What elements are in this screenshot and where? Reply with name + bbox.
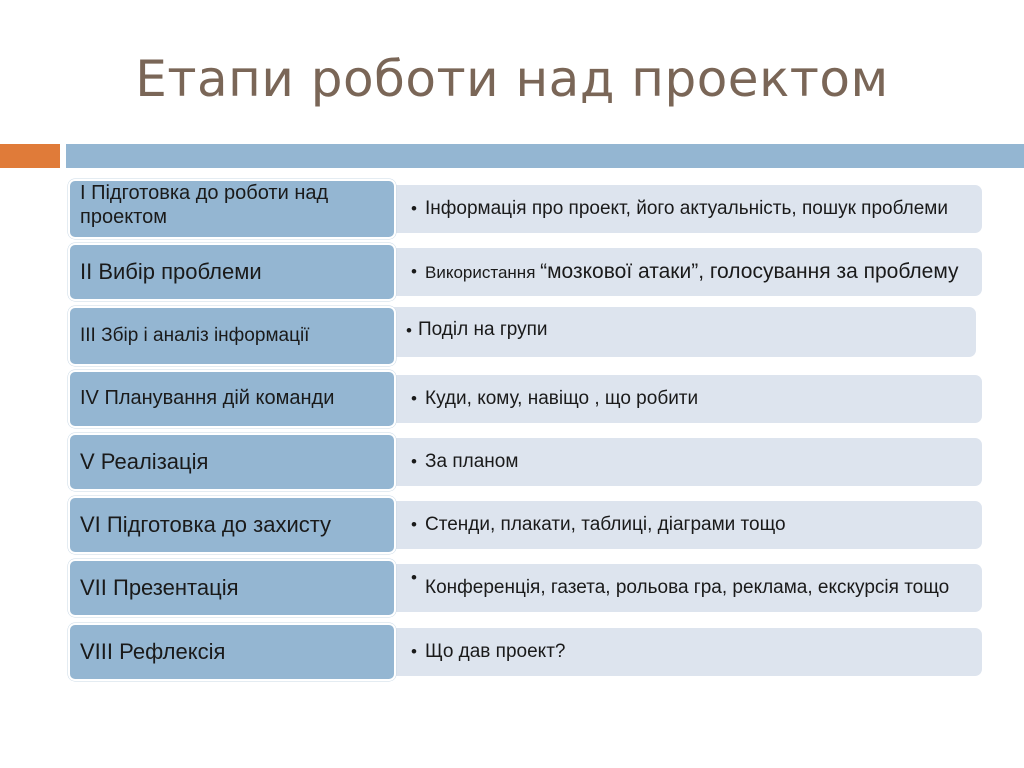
stage-detail-7 — [388, 564, 982, 612]
bullet: • — [411, 199, 417, 219]
bullet: • — [411, 568, 417, 588]
stage-detail-text: Конференція, газета, рольова гра, реклама, екскурсія тощо — [425, 577, 950, 599]
stage-label-text: V Реалізація — [80, 449, 209, 475]
stage-detail-3 — [388, 307, 976, 357]
stage-detail-8 — [388, 628, 982, 676]
stage-label-6 — [68, 496, 396, 554]
stage-detail-1 — [388, 185, 982, 233]
stage-detail-text — [425, 260, 959, 284]
stage-label-8 — [68, 623, 396, 681]
stage-label-1 — [68, 179, 396, 239]
stage-detail-prefix: Використання — [425, 262, 541, 282]
stage-label-text: III Збір і аналіз інформації — [80, 324, 310, 346]
slide-title: Етапи роботи над проектом — [135, 50, 889, 108]
stage-label-text: II Вибір проблеми — [80, 259, 262, 285]
stage-label-2 — [68, 243, 396, 301]
stage-label-text: IV Планування дій команди — [80, 387, 335, 410]
stage-detail-main: “мозкової атаки”, голосування за проблему — [540, 259, 959, 283]
bullet: • — [406, 321, 412, 341]
stage-detail-2 — [388, 248, 982, 296]
stage-detail-text: Поділ на групи — [418, 319, 548, 340]
bullet: • — [411, 262, 417, 282]
stage-label-text: I Підготовка до роботи над проектом — [80, 182, 329, 228]
stage-detail-4 — [388, 375, 982, 423]
stage-label-4 — [68, 370, 396, 428]
stage-detail-text: Інформація про проект, його актуальність, пошук проблеми — [425, 198, 948, 220]
stage-detail-text: За планом — [425, 451, 519, 473]
stage-detail-text: Що дав проект? — [425, 641, 566, 663]
bullet: • — [411, 642, 417, 662]
stage-label-text: VII Презентація — [80, 575, 239, 601]
stage-detail-text: Стенди, плакати, таблиці, діаграми тощо — [425, 514, 786, 536]
stage-label-text: VI Підготовка до захисту — [80, 512, 332, 538]
stage-label-3 — [68, 306, 396, 366]
bullet: • — [411, 389, 417, 409]
stage-detail-6 — [388, 501, 982, 549]
bullet: • — [411, 515, 417, 535]
stage-detail-5 — [388, 438, 982, 486]
stage-label-7 — [68, 559, 396, 617]
stage-detail-text: Куди, кому, навіщо , що робити — [425, 388, 699, 410]
bullet: • — [411, 452, 417, 472]
stage-label-5 — [68, 433, 396, 491]
stage-label-text: VIII Рефлексія — [80, 639, 226, 665]
